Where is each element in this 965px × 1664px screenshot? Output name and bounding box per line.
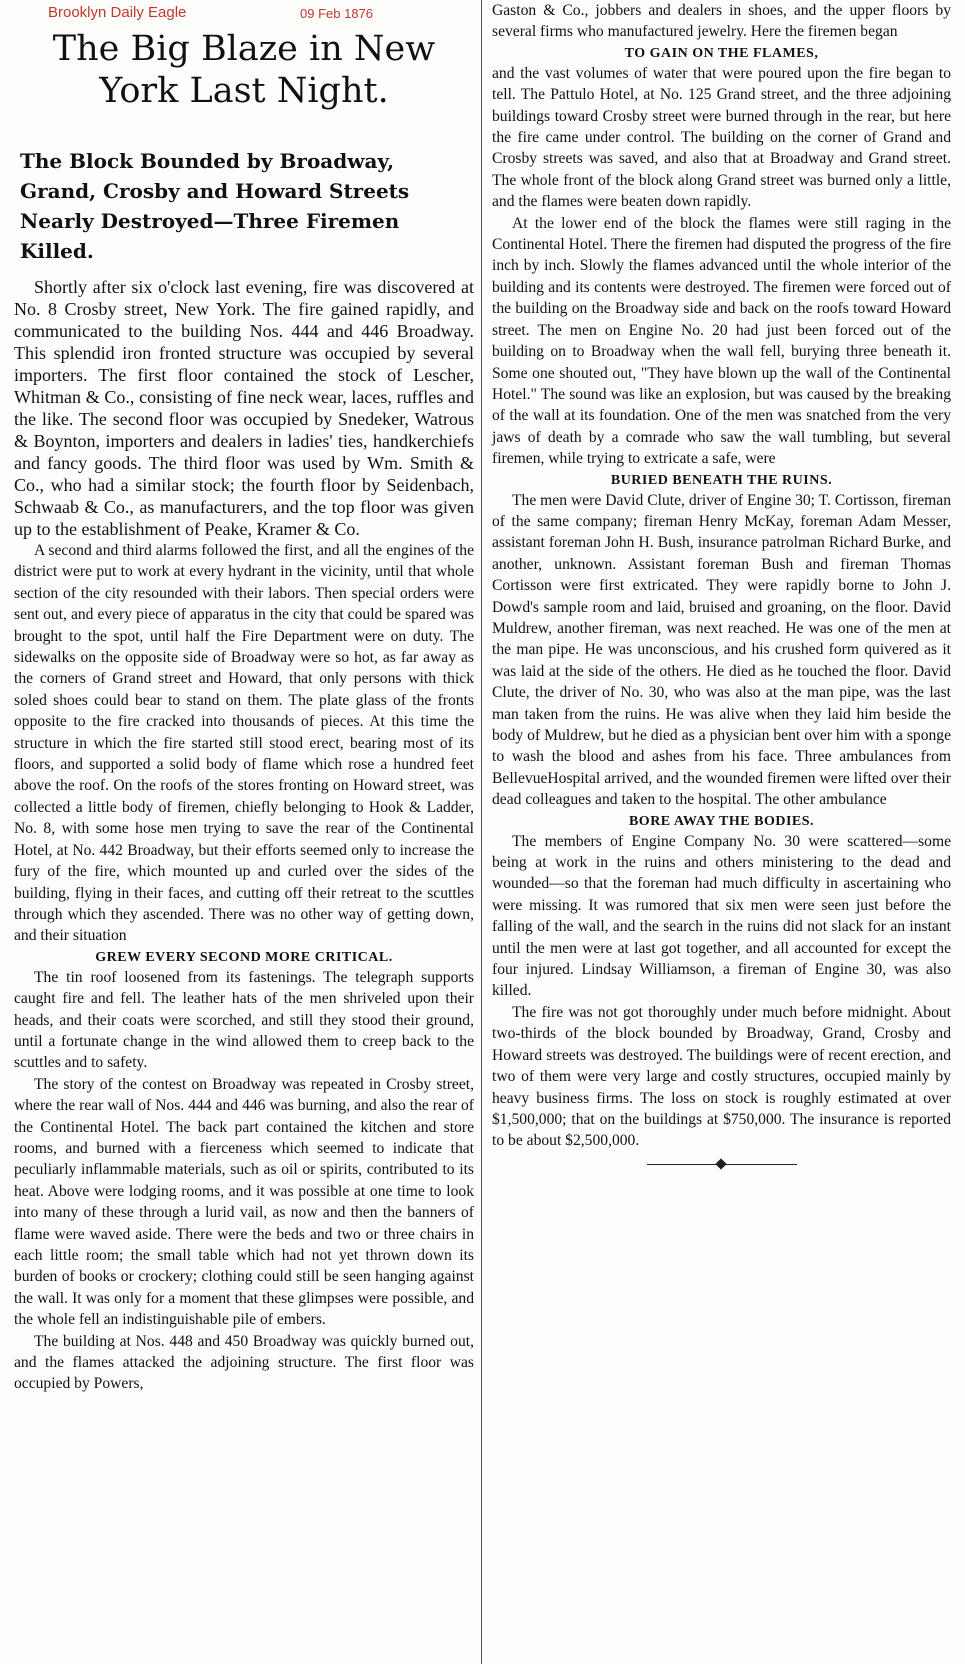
headline: The Big Blaze in New York Last Night. (52, 29, 436, 111)
article-paragraph: A second and third alarms followed the first, and all the engines of the district were put to work at every hydrant in the vicinity, until that whole section of the city resounded with their labors. Then special orders were sent out, and every piece of apparatus in the city that could be spared was brought to the spot, until half the Fire Department were on duty. The sidewalks on the opposite side of Broadway were so hot, as far away as the corners of Grand street and Howard, that only persons with thick soled shoes could bear to stand on them. The plate glass of the fronts opposite to the fire cracked into thousands of pieces. At this time the structure in which the fire started still stood erect, bearing most of its floors, and supported a solid body of flame which rose a hundred feet above the roof. On the roofs of the stores fronting on Howard street, was collected a little body of firemen, chiefly belonging to Hook & Ladder, No. 8, with some hose men trying to save the rear of the Continental Hotel, at No. 442 Broadway, but their efforts seemed only to increase the fury of the fire, which mounted up and curled over the sides of the building, flying in their faces, and cutting off their retreat to the scuttles through which they ascended. There was no other way of getting down, and their situation (14, 542, 474, 945)
clipping-header (10, 2, 478, 26)
article-paragraph: The men were David Clute, driver of Engine 30; T. Cortisson, fireman of the same company; fireman Henry McKay, foreman Adam Messer, assistant foreman John H. Bush, insurance patrolman Richard Burke, and another, unknown. Assistant foreman Bush and fireman Thomas Cortisson were first extricated. They were rapidly borne to John J. Dowd's sample room and laid, bruised and groaning, on the floor. David Muldrew, another fireman, was next reached. He was one of the men at the man pipe. He was unconscious, and his crushed form quivered as it was laid at the side of the others. He died as he touched the floor. David Clute, the driver of No. 30, who was also at the man pipe, was the last man taken from the ruins. He was alive when they laid him beside the body of Muldrew, but he died as a physician bent over him with a sponge to wash the blood and ashes from his face. Three ambulances from BellevueHospital arrived, and the wounded firemen were lifted over their dead colleagues and taken to the hospital. The other ambulance (492, 491, 951, 809)
article-paragraph: The tin roof loosened from its fastenings. The telegraph supports caught fire and fell. The leather hats of the men shriveled upon their heads, and their coats were scorched, and still they stood their ground, until a fortunate change in the wind allowed them to creep back to the scuttles and to safety. (14, 968, 474, 1072)
article-end-rule (647, 1160, 797, 1170)
publication-date: 09 Feb 1876 (300, 6, 374, 21)
article-paragraph: The story of the contest on Broadway was repeated in Crosby street, where the rear wall of Nos. 444 and 446 was burning, and also the rear of the Continental Hotel. The back part contained the kitchen and store rooms, and burned with a fierceness which seemed to indicate that peculiarly inflammable materials, such as oil or spirits, contributed to its heat. Above were lodging rooms, and it was possible at one time to look into many of these through a lurid vail, as now and then the banners of flame were waved aside. There were the beds and two or three chairs in each little room; the small table which had not yet thrown down its burden of books or crockery; clothing could still be seen hanging against the wall. It was only for a moment that these glimpses were possible, and the whole fell an indistinguishable pile of embers. (14, 1075, 474, 1329)
section-heading: BURIED BENEATH THE RUINS. (610, 472, 833, 488)
section-heading: TO GAIN ON THE FLAMES, (624, 45, 819, 61)
right-column (488, 0, 955, 1664)
section-heading: BORE AWAY THE BODIES. (628, 813, 815, 829)
article-paragraph: and the vast volumes of water that were poured upon the fire began to tell. The Pattulo Hotel, at No. 125 Grand street, and the three adjoining buildings toward Crosby street were burned through in the rear, but here the fire came under control. The building on the corner of Grand and Crosby streets was saved, and also that at Broadway and Grand street. The whole front of the block along Grand street was burned only a little, and the flames were beaten down rapidly. (492, 64, 951, 211)
subheadline: The Block Bounded by Broadway, Grand, Crosby and Howard Streets Nearly Destroyed—Three Firemen Killed. (20, 149, 410, 263)
article-paragraph: The fire was not got thoroughly under much before midnight. About two-thirds of the block bounded by Broadway, Grand, Crosby and Howard streets was destroyed. The buildings were of recent erection, and two of them were very large and costly structures, occupied mainly by heavy business firms. The loss on stock is roughly estimated at over $1,500,000; that on the buildings at $750,000. The insurance is reported to be about $2,500,000. (492, 1003, 951, 1150)
article-paragraph: The members of Engine Company No. 30 were scattered—some being at work in the ruins and others ministering to the dead and wounded—so that the foreman had much difficulty in ascertaining who were missing. It was rumored that six men were seen just before the falling of the wall, and the search in the ruins did not slack for an instant until the men were at last got together, and all accounted for except the four injured. Lindsay Williamson, a fireman of Engine 30, was also killed. (492, 832, 951, 1000)
column-divider (481, 0, 482, 1664)
end-rule-diamond-icon (715, 1158, 726, 1169)
article-paragraph: At the lower end of the block the flames were still raging in the Continental Hotel. There the firemen had disputed the progress of the fire inch by inch. Slowly the flames advanced until the whole interior of the building and its contents were destroyed. The firemen were forced out of the building on the Broadway side and back on the roofs toward Howard street. The men on Engine No. 20 had just been forced out of the building on to Broadway when the wall fell, burying three beneath it. Some one shouted out, "They have blown up the wall of the Continental Hotel." The sound was like an explosion, but was caused by the breaking of the wall at its foundation. One of the men was snatched from the very jaws of death by a comrade who saw the wall tumbling, but several firemen, while trying to extricate a safe, were (492, 214, 951, 468)
left-column (10, 0, 478, 1664)
section-heading: GREW EVERY SECOND MORE CRITICAL. (95, 949, 393, 965)
article-paragraph: Shortly after six o'clock last evening, fire was discovered at No. 8 Crosby street, New York. The fire gained rapidly, and communicated to the building Nos. 444 and 446 Broadway. This splendid iron fronted structure was occupied by several importers. The first floor contained the stock of Lescher, Whitman & Co., consisting of fine neck wear, laces, ruffles and the like. The second floor was occupied by Snedeker, Watrous & Boynton, importers and dealers in ladies' ties, handkerchiefs and fancy goods. The third floor was used by Wm. Smith & Co., who had a similar stock; the fourth floor by Seidenbach, Schwaab & Co., as manufacturers, and the top floor was given up to the establishment of Peake, Kramer & Co. (14, 277, 474, 539)
article-paragraph: The building at Nos. 448 and 450 Broadway was quickly burned out, and the flames attacked the adjoining structure. The first floor was occupied by Powers, (14, 1332, 474, 1393)
article-paragraph: Gaston & Co., jobbers and dealers in shoes, and the upper floors by several firms who manufactured jewelry. Here the firemen began (492, 2, 951, 41)
newspaper-source: Brooklyn Daily Eagle (48, 4, 187, 21)
